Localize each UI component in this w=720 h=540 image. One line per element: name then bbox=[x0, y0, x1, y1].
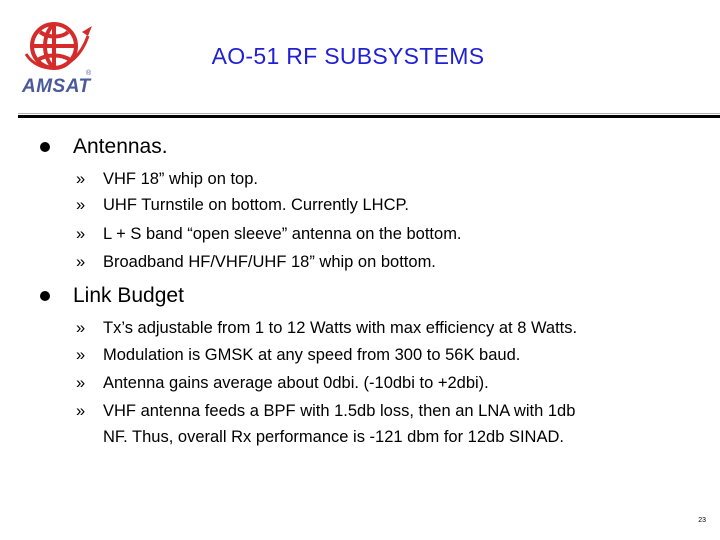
sub-bullet: » bbox=[76, 170, 86, 188]
header-divider-thin bbox=[18, 113, 720, 114]
header-divider-thick bbox=[18, 115, 720, 118]
list-item-text: Modulation is GMSK at any speed from 300 to 56K baud. bbox=[103, 346, 521, 364]
bullet-dot bbox=[40, 142, 50, 152]
page-number: 23 bbox=[698, 517, 706, 524]
logo-wordmark: AMSAT bbox=[22, 76, 91, 97]
sub-bullet: » bbox=[76, 196, 86, 214]
registered-mark: ® bbox=[86, 70, 92, 77]
sub-bullet: » bbox=[76, 374, 86, 392]
list-item-text: Antenna gains average about 0dbi. (-10dbi to +2dbi). bbox=[103, 374, 489, 392]
sub-bullet: » bbox=[76, 225, 86, 243]
list-item-text: UHF Turnstile on bottom. Currently LHCP. bbox=[103, 196, 409, 214]
slide-title: AO-51 RF SUBSYSTEMS bbox=[211, 43, 485, 69]
sub-bullet: » bbox=[76, 402, 86, 420]
sub-bullet: » bbox=[76, 346, 86, 364]
list-item-text: VHF 18” whip on top. bbox=[103, 170, 258, 188]
sub-bullet: » bbox=[76, 253, 86, 271]
sub-bullet: » bbox=[76, 319, 86, 337]
list-item-text: NF. Thus, overall Rx performance is -121 dbm for 12db SINAD. bbox=[103, 428, 564, 446]
list-item-text: Tx’s adjustable from 1 to 12 Watts with max efficiency at 8 Watts. bbox=[103, 319, 578, 337]
list-item-text: L + S band “open sleeve” antenna on the bottom. bbox=[103, 225, 462, 243]
section-heading: Antennas. bbox=[73, 135, 168, 158]
list-item-text: Broadband HF/VHF/UHF 18” whip on bottom. bbox=[103, 253, 436, 271]
list-item-text: VHF antenna feeds a BPF with 1.5db loss, then an LNA with 1db bbox=[103, 402, 576, 420]
bullet-dot bbox=[40, 291, 50, 301]
section-heading: Link Budget bbox=[73, 284, 184, 307]
slide-title-container bbox=[0, 43, 720, 70]
